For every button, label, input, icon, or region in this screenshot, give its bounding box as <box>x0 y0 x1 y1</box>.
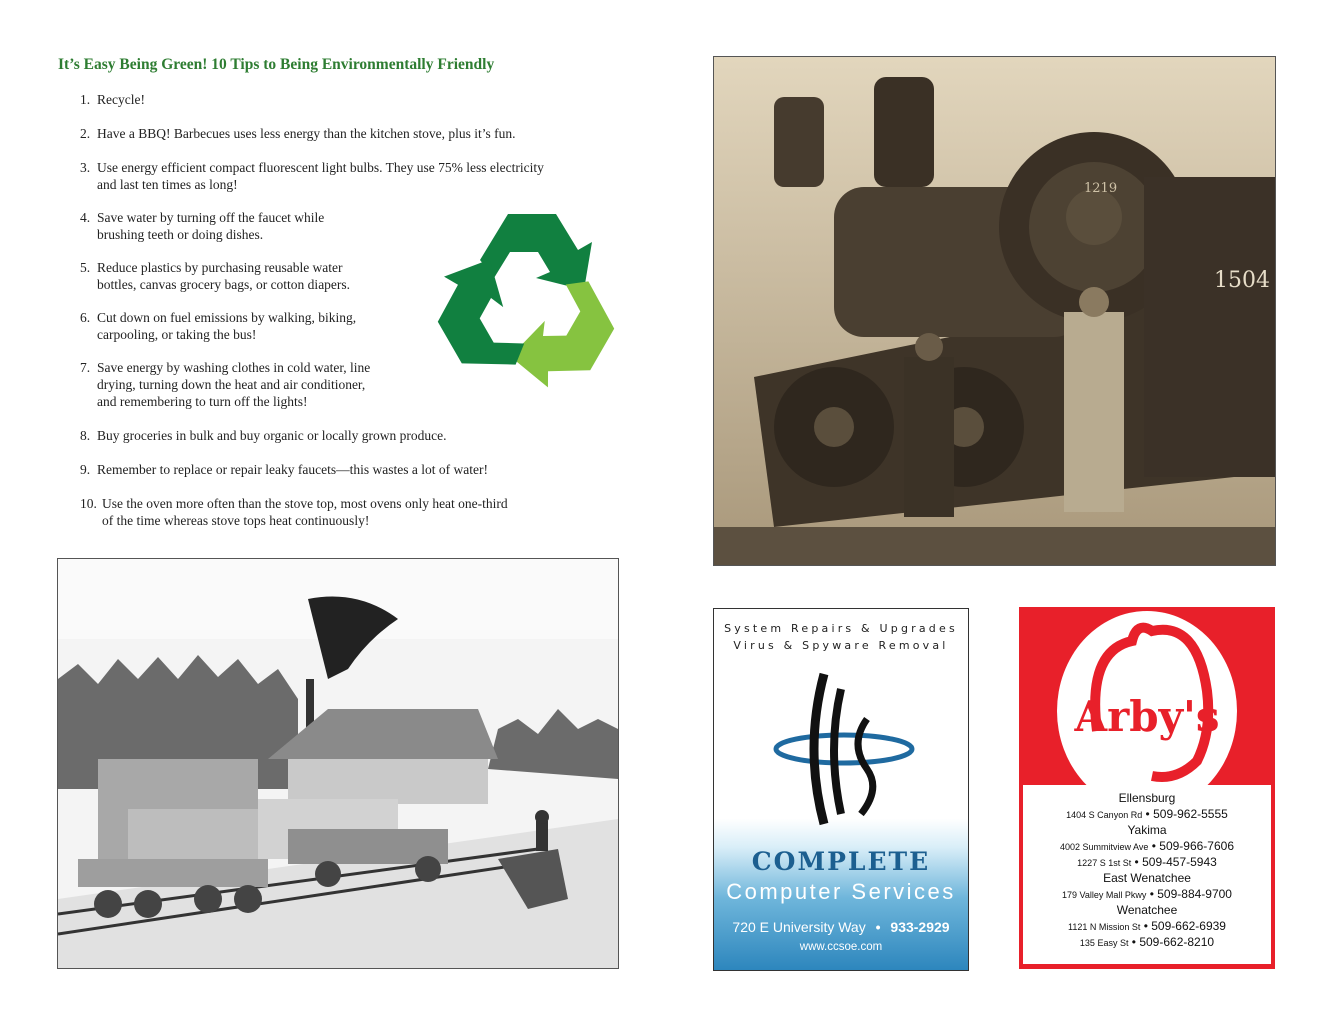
arbys-logo <box>1057 611 1237 791</box>
svg-text:CCS: CCS <box>769 664 771 665</box>
location-city: Yakima <box>1127 823 1167 837</box>
locomotive-photo <box>713 56 1276 566</box>
arbys-advertisement <box>1019 607 1275 969</box>
arbys-locations <box>1023 785 1271 964</box>
ccs-service-line: Virus & Spyware Removal <box>733 639 949 652</box>
location-entry: 4002 Summitview Ave • 509-966-7606 <box>1060 839 1234 853</box>
ccs-website-link[interactable]: www.ccsoe.com <box>799 941 883 953</box>
location-entry: 135 Easy St • 509-662-8210 <box>1079 935 1215 949</box>
location-entry: 1404 S Canyon Rd • 509-962-5555 <box>1066 807 1228 821</box>
location-entry: 1121 N Mission St • 509-662-6939 <box>1068 919 1226 933</box>
engine-number-1504: 1504 <box>1214 268 1270 293</box>
location-city: East Wenatchee <box>1103 871 1191 885</box>
recycle-icon <box>433 207 623 392</box>
page-title: It’s Easy Being Green! 10 Tips to Being Environmentally Friendly <box>58 56 495 73</box>
ccs-address: 720 E University Way • 933-2929 <box>732 919 950 935</box>
ccs-brand-line1: COMPLETE <box>751 847 931 876</box>
locomotive-illustration <box>714 57 1275 565</box>
location-entry: 1227 S 1st St • 509-457-5943 <box>1077 855 1217 869</box>
ccs-logo <box>769 664 919 839</box>
ccs-brand-line2: Computer Services <box>726 879 956 904</box>
lumber-mill-engraving <box>57 558 619 969</box>
location-city: Wenatchee <box>1116 903 1178 917</box>
mill-illustration <box>58 559 618 968</box>
arbys-logo-text: Arby's <box>1074 692 1220 741</box>
location-city: Ellensburg <box>1118 791 1176 805</box>
engine-number-1219: 1219 <box>1084 181 1118 196</box>
location-entry: 179 Valley Mall Pkwy • 509-884-9700 <box>1062 887 1232 901</box>
ccs-service-line: System Repairs & Upgrades <box>724 622 958 635</box>
ccs-advertisement <box>713 608 969 971</box>
